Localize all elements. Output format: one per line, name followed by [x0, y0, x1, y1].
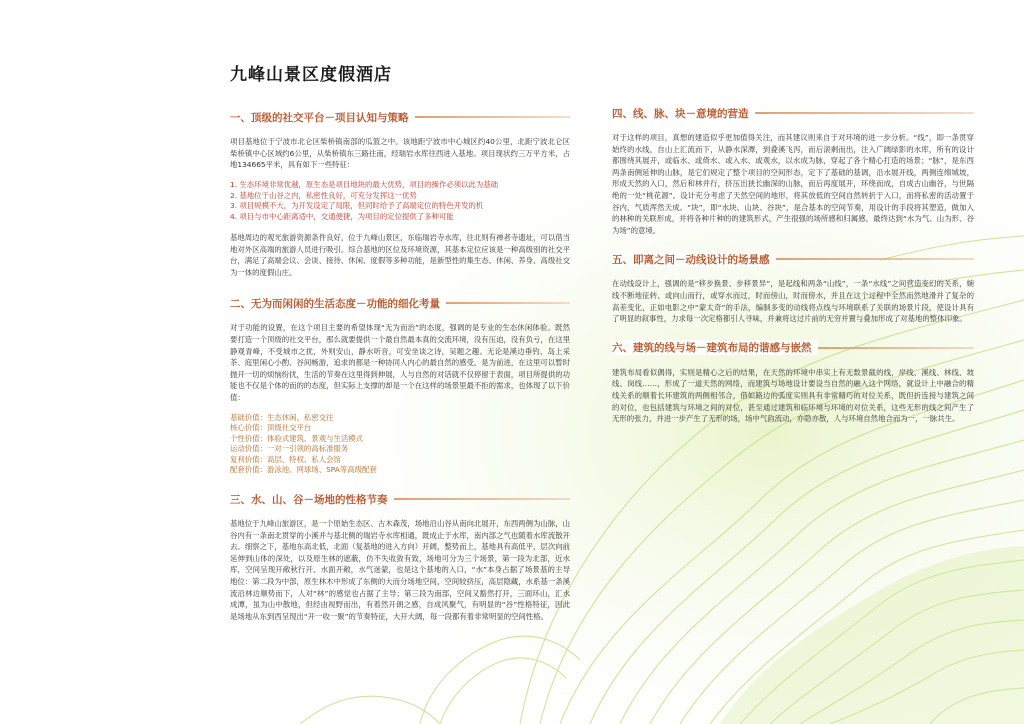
list-item: 4. 项目与市中心距离适中，交通便捷，为项目的定位提供了多种可能 [230, 212, 454, 222]
heading-rule [818, 347, 975, 349]
list-item: 1. 生态环境非常优越，原生态是项目地块的最大优势，项目的操作必须以此为基础 [230, 179, 499, 189]
heading-rule [755, 112, 975, 114]
section-heading-text: 四、线、脉、块－意境的营造 [612, 106, 755, 121]
heading-rule [446, 302, 570, 304]
list-item: 核心价值：顶级社交平台 [230, 423, 312, 433]
paragraph: 在动线设计上，强调的是“移步换景、步移景异”，是起线和两条“山线”，一条“水线”之间营造变幻的关系，婉线不断地征转、或向山而行，或穿水而过，时而傍山，时而傍水，并且在这个过程中全然而然地滑并了复杂的高差变化，正如电影之中“蒙太奇”的手法，编制多变的动线将点线与环境联系了关联的场景片段，使设计具有了明显的叙事性，力求每一次定格都引人寻味，并兼将这过片前的无穷并置与叠加形成了对基地的整体印象。 [612, 279, 974, 324]
section-heading [612, 250, 974, 268]
section-heading-text: 一、顶级的社交平台－项目认知与策略 [230, 110, 415, 125]
right-column [612, 104, 974, 434]
value-list [230, 413, 570, 477]
feature-list [230, 180, 570, 223]
list-item: 配套价值：游泳池、网球场、SPA等高级配套 [230, 465, 377, 475]
section-heading-text: 六、建筑的线与场－建筑布局的谐感与嵌然 [612, 340, 818, 355]
paragraph: 基地周边的观光旅游资源条件良好，位于九峰山景区，东临瑞岩寺水库，往北则有禅者寺遗址，可以借当地对外区高端的旅游人员进行吸引。综合基地的区位及环境资源，其基本定位应该是一种高级别的社交平台，满足了高端会议、会谈、接待、休闲、度假等多种功能，是新型性的集生态、休闲、养身、高级社交为一体的度假山庄。 [230, 232, 570, 277]
section-heading [612, 339, 974, 357]
heading-rule [415, 116, 571, 118]
list-item: 3. 项目规模不大，为开发设定了局限，但同时给予了高端定位的特色开发的机 [230, 201, 484, 211]
section-1 [230, 108, 570, 278]
section-2 [230, 294, 570, 476]
list-item: 个性价值：体验式建筑、景观与生活模式 [230, 433, 364, 443]
section-heading [612, 104, 974, 122]
page-title: 九峰山景区度假酒店 [230, 65, 392, 85]
list-item: 复利价值：高层、特权、私人会馆 [230, 454, 341, 464]
section-heading [230, 108, 570, 126]
section-4 [612, 104, 974, 236]
paragraph: 基地位于九峰山旅游区，是一个原始生态区、古木森茂，场地沿山谷从南向北展开，东西两侧为山脉，山谷内有一条南北贯穿的小溪并与基北侧的瑞岩寺水库相通，既成止于水库，南内部之气也随着水库流散开去。细察之下，基地东高北低，北面（复基地的进入方向）开阔，整势而上，基地具有高低平，层次向前延伸到山体的深处，以及原生林的遮蔽，仿不失收敛有致，场地可分为三个场景，第一段为北部，近水库，空间呈现开敞秋行开、水面开敞，水气迷蒙，也是这个基地的入口，“水”本身占据了场景基的主导地位：第二段为中部，原生林木中形成了东侧的大而分场地空间，空间较挤压，高层隐藏，水系基一条溪流沿林边顺势而下，人对“林”的感觉也占据了主导；第三段为南部，空间又豁然打开，三面环山，汇水成潭，虽为山中散地，但经由视野而出，有着然开朗之感，自成风聚气，有明显的“谷”性格特征，因此是场地从东到西呈现出“开一收一聚”的节奏特征，大开大阔，每一段都有着非常明显的空间性格。 [230, 519, 570, 621]
section-heading-text: 五、即离之间－动线设计的场景感 [612, 252, 776, 267]
section-heading-text: 三、水、山、谷－场地的性格节奏 [230, 492, 394, 507]
section-heading [230, 294, 570, 312]
paragraph: 对于这样的项目，真想的建造似乎更加值得关注，而其建议则来自于对环境的进一步分析。“线”，即一条贯穿始终的水线，自山上汇流而下，从静水深潭，到叠溪飞泻，而后滚剩而出，注入广阔绿影的水库，所有的设计都围绕其展开，或临水、或倚水、或入水、或观水，以水成为脉，穿起了各个精心打造的场景；“脉”，是东西两条南侧延伸的山脉，是它们规定了整个项目的空间形态，定下了基础的基调，沿水展开线，两侧连绵城坡，形成天然的入口，然后和林并行，挤压出狭长幽深的山脉，而后再度展开，环绕而成，自成古山幽谷，与世隔绝的一处“桃花源”。设计充分考虑了天然空间的地形，将其放低的空间自然转折于入口，而将私密的活动置于谷内，气质浑然天成。“块”，即“水块、山块、谷块”，是合基本的空间节奏，用设计的手段将其塑造，做加入的林种的关联形成，并将各种片种的的建筑形式，产生很强的场所感和归属感，最终达到“水为气、山为形、谷为场”的意境。 [612, 133, 974, 235]
section-5 [612, 250, 974, 324]
paragraph: 项目基地位于宁波市北仑区柴桥镇南部的瓜篮之中。该地距宁波市中心城区约40公里，北距宁波北仑区柴桥镇中心区域约6公里，从柴桥镇东三路往南，经瑞岩水库往西进入基地。项目现状约三万平方米，占地134665平米，具有如下一些特征： [230, 137, 570, 170]
section-heading-text: 二、无为而闲闲的生活态度－功能的细化考量 [230, 296, 446, 311]
section-3 [230, 490, 570, 622]
left-column [230, 108, 570, 631]
paragraph: 建筑布局看似偶得，实则是精心之后的结果，在天然的环境中串实上有无数景截的线，岸线、溪线、林线、坡线、岗线……，形成了一道天然的网络，而建筑与场地设计要设当自然的融入这个网络，就设计上中融合的精线关系的顺着长环建筑的两侧相邻合，借如路边的弧度实则具有非常精巧的对位关系，既但折连接与建筑之间的对位，也包括建筑与环境之间的对位，甚至通过建筑和临环境与环境的对位关系，这些无形的线之间产生了无形的张力，并进一步产生了无形的场，场中气韵流动，亦隐亦散，人与环境自然地合而为一，一脉共生。 [612, 367, 974, 424]
heading-rule [776, 258, 975, 260]
heading-rule [394, 498, 571, 500]
list-item: 2. 基地位于山谷之内，私密性良好，可充分发挥这一优势 [230, 190, 417, 200]
list-item: 基础价值：生态休闲、私密交往 [230, 412, 334, 422]
list-item: 运动价值：一对一引领的高标准服务 [230, 444, 349, 454]
section-heading [230, 490, 570, 508]
paragraph: 对于功能的设置，在这个项目主要的希望体现“无为而治”的态度，强调的是专业的生态休闲体验。既然要打造一个顶级的社交平台，那么就要提供一个最自然最本真的交流环境，没有压迫，没有负亏，在这里静观青峰，不受城市之扰，外则安山，静水听音，可安坐谈之诗，吴题之趣。无论是溪边垂钓、岛上采茶、庭里闲心小酌、谷间畅游，追求的都是一种协同人内心的最自然的感受，是为前进，在这里可以暂时抛开一切的烦恼纷扰，生活的节奏在这里得到伸展，人与自然的对话就不仅停留于表面，项目所提供的功能也不仅是个体的而的的态度，但实际上支撑的却是一个在这样的场景里最不拒的需求，也体现了以下价值： [230, 323, 570, 402]
section-6 [612, 339, 974, 425]
